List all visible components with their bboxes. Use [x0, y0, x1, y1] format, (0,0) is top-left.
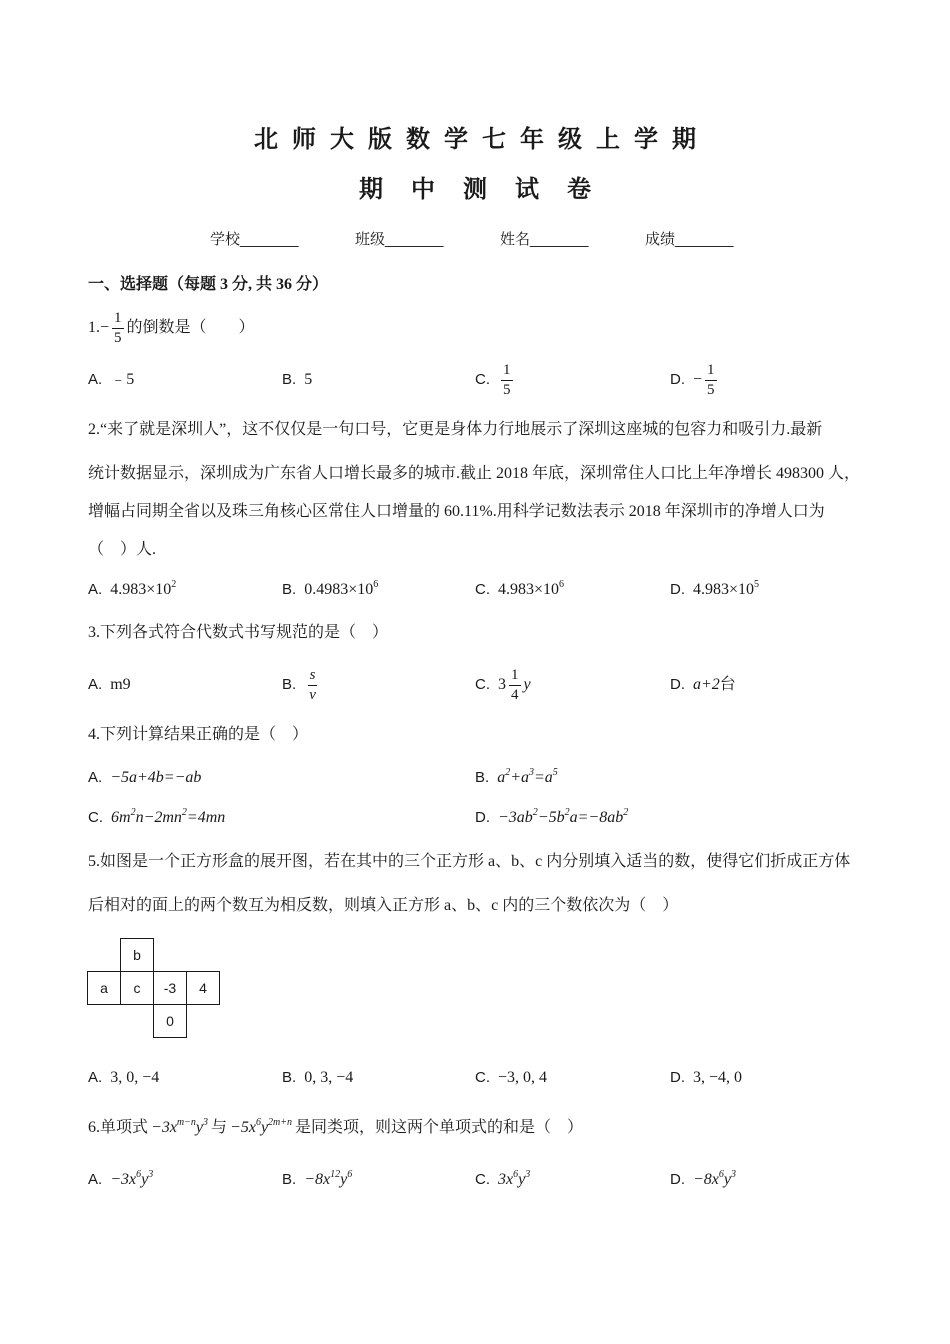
option-value: ﹣5 — [110, 371, 135, 388]
question-number: 1. — [88, 319, 100, 336]
fraction — [307, 667, 318, 704]
fraction — [509, 667, 521, 704]
option-value: 3, −4, 0 — [693, 1069, 743, 1086]
exponent: 3 — [148, 1169, 154, 1180]
option-a — [88, 570, 176, 610]
scientific-notation — [304, 580, 378, 600]
school-label: 学校 — [210, 231, 241, 248]
exponent: 2 — [532, 807, 538, 818]
variable: y — [523, 676, 531, 693]
section-heading: 一、选择题（每题 3 分, 共 36 分） — [88, 276, 329, 293]
exponent: 6 — [559, 579, 565, 590]
coefficient-base: 3x — [498, 1171, 514, 1188]
monomial — [304, 1170, 352, 1190]
coefficient-base: −8x — [693, 1171, 719, 1188]
equation — [111, 808, 225, 828]
fraction-denominator: 5 — [503, 381, 511, 398]
equation-term: a — [497, 769, 506, 786]
scientific-notation — [693, 580, 759, 600]
option-value: −3, 0, 4 — [498, 1069, 548, 1086]
fraction — [112, 310, 124, 347]
coefficient-base: −3x — [151, 1119, 177, 1136]
option-value: 3, 0, −4 — [110, 1069, 160, 1086]
exponent: 5 — [754, 579, 760, 590]
equation-term: =a — [533, 769, 553, 786]
equation-text: −5a+4b=−ab — [110, 769, 202, 786]
option-d — [475, 798, 628, 838]
exponent: 12 — [330, 1169, 341, 1180]
exponent: 2 — [505, 767, 511, 778]
question-4-stem: 4.下列计算结果正确的是（ ） — [88, 726, 309, 743]
option-d — [670, 360, 720, 400]
coefficient-base: −3x — [110, 1171, 137, 1188]
option-value: 5 — [304, 371, 313, 388]
equation — [497, 768, 558, 788]
name-label: 姓名 — [500, 231, 531, 248]
exponent: 5 — [552, 767, 558, 778]
monomial — [693, 1170, 736, 1190]
option-label: A. — [88, 1171, 103, 1188]
equation — [498, 808, 628, 828]
exponent: 6 — [373, 579, 379, 590]
question-text: 与 — [211, 1119, 228, 1136]
option-b — [282, 570, 378, 610]
variable: y — [518, 1171, 526, 1188]
variable: y — [195, 1119, 204, 1136]
option-label: D. — [670, 371, 685, 388]
question-text: 是同类项，则这两个单项式的和是（ ） — [295, 1119, 584, 1136]
option-d — [670, 665, 736, 705]
exponent: 3 — [203, 1117, 209, 1128]
net-cell-0: 0 — [153, 1004, 187, 1038]
student-info-fields — [0, 230, 950, 250]
option-label: B. — [282, 1069, 297, 1086]
option-a — [88, 1058, 159, 1098]
option-c — [475, 1058, 547, 1098]
option-value: 0, 3, −4 — [304, 1069, 354, 1086]
scientific-notation — [498, 580, 564, 600]
exam-subtitle: 期 中 测 试 卷 — [359, 177, 602, 203]
option-b — [282, 1160, 352, 1200]
net-cell-c: c — [120, 971, 154, 1005]
equation-term: +a — [510, 769, 529, 786]
option-label: A. — [88, 581, 103, 598]
fraction — [705, 362, 717, 399]
fraction-denominator: 5 — [114, 329, 122, 346]
question-5-options — [88, 1058, 868, 1098]
name-field — [500, 230, 588, 250]
option-a — [88, 758, 201, 798]
option-c — [475, 1160, 530, 1200]
question-2-options — [88, 570, 868, 610]
net-cell-a: a — [87, 971, 121, 1005]
option-label: C. — [475, 581, 490, 598]
option-label: A. — [88, 371, 103, 388]
net-cell-minus-3: -3 — [153, 971, 187, 1005]
question-text: 的倒数是（ ） — [126, 319, 255, 336]
question-3-stem: 3.下列各式符合代数式书写规范的是（ ） — [88, 624, 389, 641]
exponent: 2 — [181, 807, 187, 818]
exponent: 6 — [718, 1169, 724, 1180]
mantissa: 4.983×10 — [110, 581, 172, 598]
question-2-line-4: （ ）人. — [88, 541, 157, 558]
option-label: A. — [88, 676, 103, 693]
option-label: B. — [282, 1171, 297, 1188]
option-b — [475, 758, 558, 798]
option-d — [670, 1160, 736, 1200]
school-blank: _______ — [240, 231, 299, 248]
score-label: 成绩 — [645, 231, 676, 248]
monomial — [110, 1170, 153, 1190]
equation — [110, 768, 201, 788]
class-blank: _______ — [385, 231, 444, 248]
option-label: D. — [475, 809, 490, 826]
variable: y — [723, 1171, 732, 1188]
exponent: 3 — [528, 767, 534, 778]
option-d — [670, 1058, 742, 1098]
option-value: m9 — [110, 676, 131, 693]
class-label: 班级 — [355, 231, 386, 248]
question-6-options — [88, 1160, 868, 1200]
question-6-stem — [88, 1108, 583, 1148]
fraction-numerator: s — [308, 667, 318, 686]
option-label: C. — [475, 1171, 490, 1188]
exponent: 6 — [136, 1169, 142, 1180]
question-2-line-1: 2.“来了就是深圳人”，这不仅仅是一句口号，它更是身体力行地展示了深圳这座城的包容力和吸引力.最新 — [88, 421, 823, 438]
fraction-denominator: 5 — [707, 381, 715, 398]
fraction-numerator: 1 — [705, 362, 717, 381]
question-5-line-2: 后相对的面上的两个数互为相反数，则填入正方形 a、b、c 内的三个数依次为（ ） — [88, 897, 679, 914]
coefficient-base: −8x — [304, 1171, 331, 1188]
monomial — [498, 1170, 530, 1190]
score-field — [645, 230, 733, 250]
option-label: C. — [475, 1069, 490, 1086]
option-label: D. — [670, 1171, 685, 1188]
mixed-number-whole: 3 — [498, 676, 506, 693]
coefficient-base: −5x — [230, 1119, 256, 1136]
minus-sign: − — [100, 319, 110, 336]
net-cell-4: 4 — [186, 971, 220, 1005]
exponent: 6 — [255, 1117, 261, 1128]
exponent: 2m+n — [268, 1117, 293, 1128]
option-label: D. — [670, 1069, 685, 1086]
variable: y — [260, 1119, 269, 1136]
option-a — [88, 360, 134, 400]
option-label: D. — [670, 676, 685, 693]
monomial-2 — [230, 1118, 292, 1138]
exponent: m−n — [176, 1117, 196, 1128]
equation-term: n−2mn — [135, 809, 182, 826]
name-blank: _______ — [530, 231, 589, 248]
option-label: B. — [282, 581, 297, 598]
fraction-numerator: 1 — [509, 667, 521, 686]
option-label: C. — [88, 809, 103, 826]
option-label: B. — [475, 769, 490, 786]
exponent: 2 — [564, 807, 570, 818]
school-field — [210, 230, 298, 250]
question-2-line-3: 增幅占同期全省以及珠三角核心区常住人口增量的 60.11%.用科学记数法表示 2018 年深圳市的净增人口为 — [88, 503, 825, 520]
option-label: B. — [282, 371, 297, 388]
question-text: 6.单项式 — [88, 1119, 149, 1136]
exponent: 2 — [130, 807, 136, 818]
equation-term: −5b — [537, 809, 565, 826]
fraction-denominator: 4 — [511, 686, 519, 703]
mantissa: 4.983×10 — [693, 581, 755, 598]
option-c — [475, 570, 564, 610]
unit: 台 — [719, 676, 736, 693]
class-field — [355, 230, 443, 250]
option-c — [475, 665, 531, 705]
score-blank: _______ — [675, 231, 734, 248]
option-c — [88, 798, 225, 838]
net-cell-b: b — [120, 938, 154, 972]
option-label: A. — [88, 1069, 103, 1086]
option-a — [88, 1160, 153, 1200]
monomial-1 — [151, 1118, 208, 1138]
question-4-options-row-1 — [88, 758, 868, 798]
equation-term: a=−8ab — [569, 809, 624, 826]
fraction-numerator: 1 — [112, 310, 124, 329]
fraction-numerator: 1 — [501, 362, 513, 381]
option-label: B. — [282, 676, 297, 693]
exam-title: 北 师 大 版 数 学 七 年 级 上 学 期 — [254, 127, 700, 153]
option-d — [670, 570, 759, 610]
option-b — [282, 360, 312, 400]
fraction-denominator: v — [309, 686, 316, 703]
scientific-notation — [110, 580, 176, 600]
variable: y — [141, 1171, 149, 1188]
option-label: D. — [670, 581, 685, 598]
expression: a+2 — [693, 676, 720, 693]
option-a — [88, 665, 131, 705]
minus-sign: − — [693, 371, 703, 388]
mantissa: 4.983×10 — [498, 581, 560, 598]
fraction — [501, 362, 513, 399]
option-label: C. — [475, 371, 490, 388]
exponent: 2 — [623, 807, 629, 818]
exponent: 3 — [731, 1169, 737, 1180]
question-2-line-2: 统计数据显示，深圳成为广东省人口增长最多的城市.截止 2018 年底，深圳常住人口比上年净增长 498300 人， — [88, 465, 861, 482]
question-3-options — [88, 665, 868, 705]
option-c — [475, 360, 516, 400]
option-b — [282, 665, 321, 705]
exponent: 6 — [347, 1169, 353, 1180]
variable: y — [340, 1171, 348, 1188]
question-1-options — [88, 360, 868, 400]
option-b — [282, 1058, 353, 1098]
exponent: 6 — [513, 1169, 519, 1180]
mantissa: 0.4983×10 — [304, 581, 374, 598]
exponent: 2 — [171, 579, 177, 590]
question-1-stem — [88, 308, 255, 348]
equation-term: −3ab — [498, 809, 533, 826]
equation-term: 6m — [111, 809, 131, 826]
question-5-line-1: 5.如图是一个正方形盒的展开图，若在其中的三个正方形 a、b、c 内分别填入适当的数，使得它们折成正方体 — [88, 853, 851, 870]
cube-net-figure — [87, 938, 220, 1039]
option-label: A. — [88, 769, 103, 786]
exponent: 3 — [525, 1169, 531, 1180]
equation-term: =4mn — [186, 809, 226, 826]
option-label: C. — [475, 676, 490, 693]
question-4-options-row-2 — [88, 798, 868, 838]
